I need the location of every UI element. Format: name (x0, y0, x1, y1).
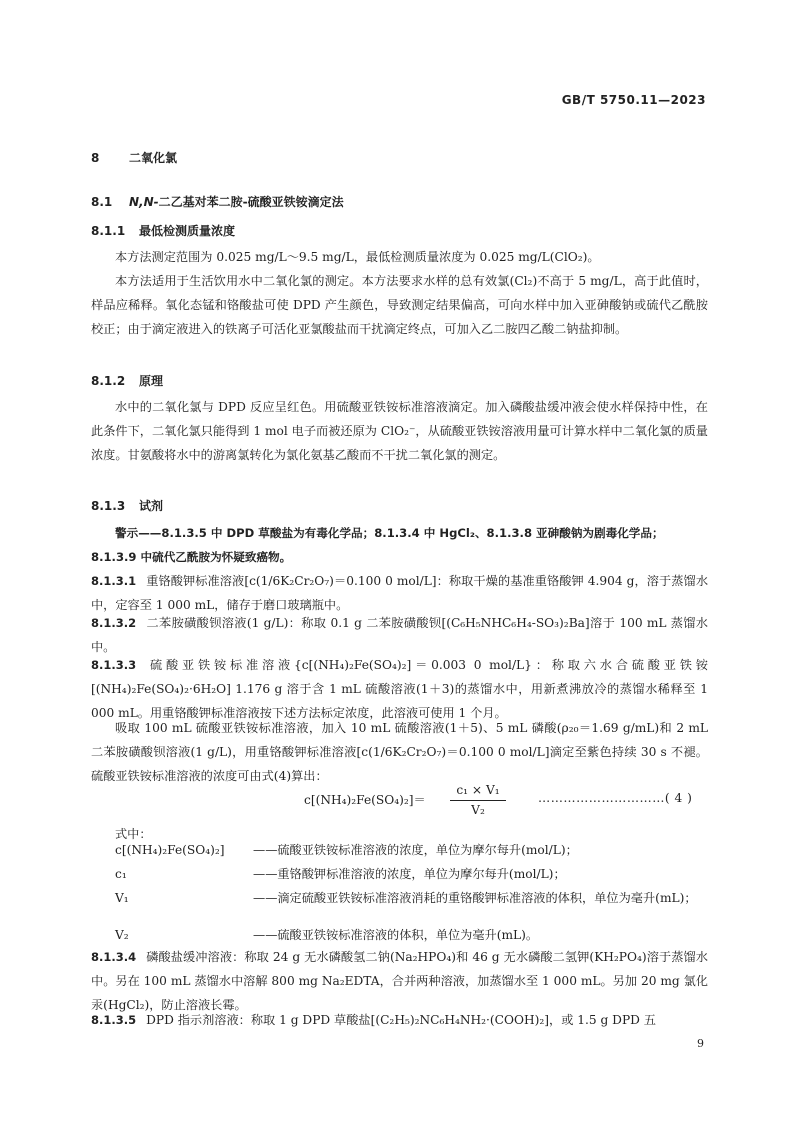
item-number: 8.1.3.2 (91, 616, 137, 630)
page-number: 9 (697, 1037, 704, 1050)
section-title: 二氧化氯 (129, 151, 178, 165)
reagent-item (91, 653, 708, 725)
section-number: 8.1.2 (91, 374, 126, 388)
item-number: 8.1.3.1 (91, 574, 137, 588)
paragraph: 本方法适用于生活饮用水中二氧化氯的测定。本方法要求水样的总有效氯(Cl₂)不高于 5 mg/L，高于此值时，样品应稀释。氧化态锰和铬酸盐可使 DPD 产生颜色，导致测定结果偏高，可向水样中加入亚砷酸钠或硫代乙酰胺校正；由于滴定液进入的铁离子可活化亚氯酸盐而干扰滴定终点，可加入乙二胺四乙酸二钠盐抑制。 (91, 274, 708, 336)
item-text: 二苯胺磺酸钡溶液(1 g/L)：称取 0.1 g 二苯胺磺酸钡[(C₆H₅NHC₆H₄-SO₃)₂Ba]溶于 100 mL 蒸馏水中。 (91, 616, 708, 654)
warning-note: 警示——8.1.3.5 中 DPD 草酸盐为有毒化学品；8.1.3.4 中 HgCl₂、8.1.3.8 亚砷酸钠为剧毒化学品；8.1.3.9 中硫代乙酰胺为怀疑致癌物。 (91, 526, 664, 564)
section-number: 8.1 (91, 195, 113, 209)
fraction-numerator: c₁ × V₁ (450, 781, 506, 801)
item-number: 8.1.3.3 (91, 658, 137, 672)
reagent-item (91, 611, 708, 659)
variable-description: ——重铬酸钾标准溶液的浓度，单位为摩尔每升(mol/L)； (253, 867, 566, 881)
equation-number: …………………………( 4 ) (538, 791, 693, 805)
variable-description: ——硫酸亚铁铵标准溶液的体积，单位为毫升(mL)。 (253, 928, 539, 942)
equation-lhs: c[(NH₄)₂Fe(SO₄)₂]＝ (304, 793, 426, 807)
section-8-1-1-heading (91, 222, 235, 239)
standard-code: GB/T 5750.11—2023 (561, 93, 706, 107)
item-text: 硫酸亚铁铵标准溶液{c[(NH₄)₂Fe(SO₄)₂]＝0.003 0 mol/L}：称取六水合硫酸亚铁铵[(NH₄)₂Fe(SO₄)₂·6H₂O] 1.176 g 溶于含 1 mL 硫酸溶液(1＋3)的蒸馏水中，用新煮沸放冷的蒸馏水稀释至 1 000 mL。用重铬酸钾标准溶液按下述方法标定浓度，此溶液可使用 1 个月。 (91, 658, 708, 720)
variable-description: ——滴定硫酸亚铁铵标准溶液消耗的重铬酸钾标准溶液的体积，单位为毫升(mL)； (253, 891, 697, 905)
where-label: 式中： (115, 827, 152, 841)
section-8-1-heading (91, 193, 344, 210)
item-text: DPD 指示剂溶液：称取 1 g DPD 草酸盐[(C₂H₅)₂NC₆H₄NH₂·(COOH)₂]，或 1.5 g DPD 五 (146, 1013, 656, 1027)
reagent-item (91, 569, 708, 617)
variable-description: ——硫酸亚铁铵标准溶液的浓度，单位为摩尔每升(mol/L)； (253, 843, 578, 857)
section-title-prefix: N,N- (129, 195, 159, 209)
section-title: 原理 (139, 374, 164, 388)
reagent-item (91, 945, 708, 1017)
equation-4 (0, 781, 794, 821)
variable-symbol: V₂ (115, 928, 129, 942)
paragraph: 本方法测定范围为 0.025 mg/L～9.5 mg/L，最低检测质量浓度为 0.025 mg/L(ClO₂)。 (115, 250, 600, 264)
section-8-1-2-heading (91, 372, 163, 389)
paragraph: 水中的二氧化氯与 DPD 反应呈红色。用硫酸亚铁铵标准溶液滴定。加入磷酸盐缓冲液会使水样保持中性，在此条件下，二氧化氯只能得到 1 mol 电子而被还原为 ClO₂⁻，从硫酸亚铁铵溶液用量可计算水样中二氧化氯的质量浓度。甘氨酸将水中的游离氯转化为氯化氨基乙酸而不干扰二氧化氯的测定。 (91, 400, 708, 462)
equation-fraction (450, 781, 506, 819)
section-title: 试剂 (139, 499, 164, 513)
section-title: 二乙基对苯二胺-硫酸亚铁铵滴定法 (158, 195, 344, 209)
section-number: 8.1.1 (91, 224, 126, 238)
variable-symbol: c₁ (115, 867, 127, 881)
paragraph: 吸取 100 mL 硫酸亚铁铵标准溶液，加入 10 mL 硫酸溶液(1＋5)、5 mL 磷酸(ρ₂₀＝1.69 g/mL)和 2 mL 二苯胺磺酸钡溶液(1 g/L)，用重铬酸钾标准溶液[c(1/6K₂Cr₂O₇)＝0.100 0 mol/L]滴定至紫色持续 30 s 不褪。硫酸亚铁铵标准溶液的浓度可由式(4)算出： (91, 721, 708, 783)
item-text: 重铬酸钾标准溶液[c(1/6K₂Cr₂O₇)＝0.100 0 mol/L]：称取干燥的基准重铬酸钾 4.904 g，溶于蒸馏水中，定容至 1 000 mL，储存于磨口玻璃瓶中。 (91, 574, 708, 612)
item-number: 8.1.3.4 (91, 950, 137, 964)
section-8-1-3-heading (91, 497, 163, 514)
reagent-item (91, 1008, 708, 1032)
section-8-heading (91, 149, 177, 166)
item-number: 8.1.3.5 (91, 1013, 137, 1027)
section-number: 8 (91, 151, 100, 165)
variable-symbol: V₁ (115, 891, 129, 905)
item-text: 磷酸盐缓冲溶液：称取 24 g 无水磷酸氢二钠(Na₂HPO₄)和 46 g 无水磷酸二氢钾(KH₂PO₄)溶于蒸馏水中。另在 100 mL 蒸馏水中溶解 800 mg Na₂EDTA，合并两种溶液，加蒸馏水至 1 000 mL。另加 20 mg 氯化汞(HgCl₂)，防止溶液长霉。 (91, 950, 708, 1012)
section-number: 8.1.3 (91, 499, 126, 513)
fraction-denominator: V₂ (471, 803, 485, 817)
section-title: 最低检测质量浓度 (139, 224, 236, 238)
variable-symbol: c[(NH₄)₂Fe(SO₄)₂] (115, 843, 225, 857)
